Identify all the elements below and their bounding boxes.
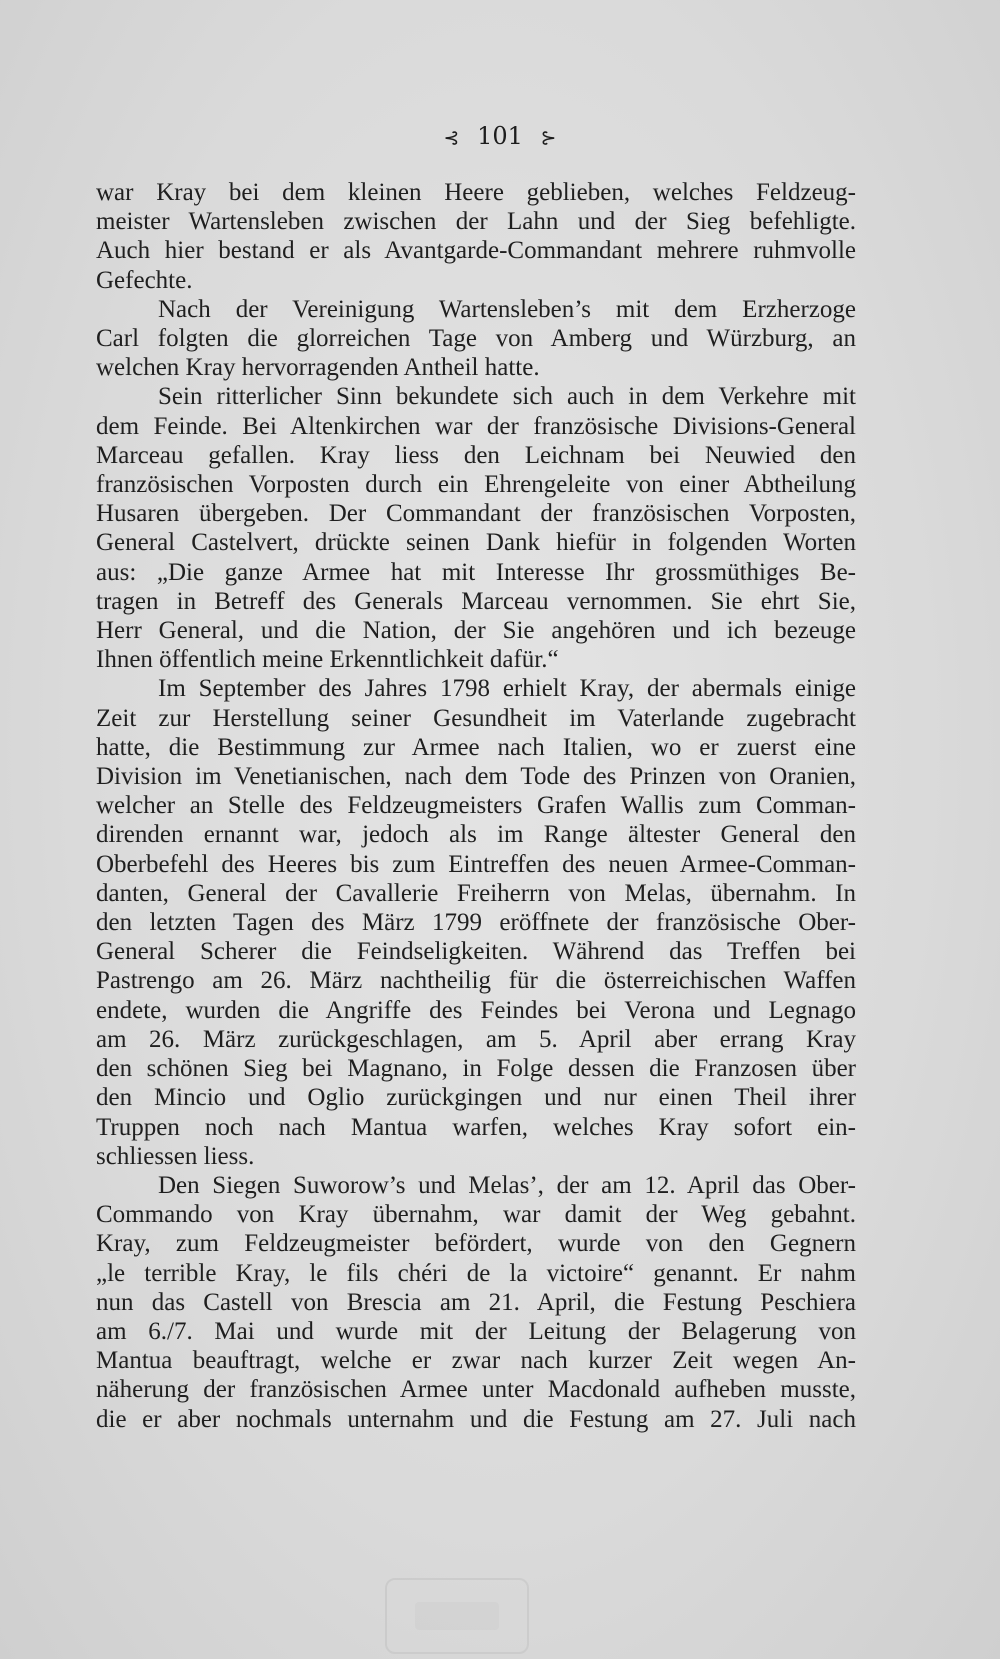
text-line: Truppen noch nach Mantua warfen, welches Kray sofort ein-: [96, 1113, 856, 1141]
page-header: [0, 122, 1000, 150]
text-line: „le terrible Kray, le fils chéri de la victoire“ genannt. Er nahm: [96, 1259, 856, 1287]
text-line: Pastrengo am 26. März nachtheilig für die österreichischen Waffen: [96, 967, 856, 995]
text-line: endete, wurden die Angriffe des Feindes bei Verona und Legnago: [96, 996, 856, 1024]
text-line: Oberbefehl des Heeres bis zum Eintreffen des neuen Armee-Comman-: [96, 850, 856, 878]
page-number: 101: [477, 122, 523, 150]
ornament-right-icon: ⊱: [540, 127, 557, 149]
text-line: Zeit zur Herstellung seiner Gesundheit im Vaterlande zugebracht: [96, 704, 856, 732]
text-line: die er aber nochmals unternahm und die Festung am 27. Juli nach: [96, 1405, 856, 1433]
text-line: nun das Castell von Brescia am 21. April, die Festung Peschiera: [96, 1288, 856, 1316]
text-line: dem Feinde. Bei Altenkirchen war der französische Divisions-General: [96, 412, 856, 440]
text-line: den letzten Tagen des März 1799 eröffnete der französische Ober-: [96, 909, 856, 937]
library-stamp: [385, 1578, 529, 1654]
text-line: Mantua beauftragt, welche er zwar nach kurzer Zeit wegen An-: [96, 1347, 856, 1375]
text-line: Herr General, und die Nation, der Sie angehören und ich bezeuge: [96, 617, 856, 645]
text-line: welchen Kray hervorragenden Antheil hatte.: [96, 354, 540, 382]
text-line: war Kray bei dem kleinen Heere geblieben, welches Feldzeug-: [96, 179, 856, 206]
text-line: Carl folgten die glorreichen Tage von Amberg und Würzburg, an: [96, 325, 856, 353]
text-line: danten, General der Cavallerie Freiherrn von Melas, übernahm. In: [96, 879, 856, 907]
body-text: [96, 178, 856, 1434]
text-line: französischen Vorposten durch ein Ehrengeleite von einer Abtheilung: [96, 471, 856, 499]
text-line: tragen in Betreff des Generals Marceau vernommen. Sie ehrt Sie,: [96, 587, 856, 615]
text-line: schliessen liess.: [96, 1142, 255, 1170]
text-line: Im September des Jahres 1798 erhielt Kray, der abermals einige: [158, 675, 856, 703]
text-line: Sein ritterlicher Sinn bekundete sich auch in dem Verkehre mit: [158, 383, 856, 411]
text-line: General Castelvert, drückte seinen Dank hiefür in folgenden Worten: [96, 529, 856, 557]
text-line: Gefechte.: [96, 266, 193, 294]
text-line: näherung der französischen Armee unter Macdonald aufheben musste,: [96, 1376, 856, 1404]
text-line: welcher an Stelle des Feldzeugmeisters Grafen Wallis zum Comman-: [96, 792, 856, 820]
text-line: Marceau gefallen. Kray liess den Leichnam bei Neuwied den: [96, 441, 856, 469]
text-line: Ihnen öffentlich meine Erkenntlichkeit dafür.“: [96, 646, 559, 674]
text-line: General Scherer die Feindseligkeiten. Während das Treffen bei: [96, 938, 856, 966]
ornament-left-icon: ⊰: [443, 127, 460, 149]
text-line: Husaren übergeben. Der Commandant der französischen Vorposten,: [96, 500, 856, 528]
text-line: aus: „Die ganze Armee hat mit Interesse Ihr grossmüthiges Be-: [96, 558, 856, 586]
text-line: Den Siegen Suworow’s und Melas’, der am 12. April das Ober-: [158, 1171, 856, 1199]
text-line: Commando von Kray übernahm, war damit der Weg gebahnt.: [96, 1201, 856, 1229]
text-line: Nach der Vereinigung Wartensleben’s mit dem Erzherzoge: [158, 295, 856, 323]
text-line: Division im Venetianischen, nach dem Tode des Prinzen von Oranien,: [96, 763, 856, 791]
text-line: hatte, die Bestimmung zur Armee nach Italien, wo er zuerst eine: [96, 733, 856, 761]
text-line: den Mincio und Oglio zurückgingen und nur einen Theil ihrer: [96, 1084, 856, 1112]
text-line: am 26. März zurückgeschlagen, am 5. April aber errang Kray: [96, 1025, 856, 1053]
text-line: Auch hier bestand er als Avantgarde-Commandant mehrere ruhmvolle: [96, 237, 856, 265]
text-line: am 6./7. Mai und wurde mit der Leitung der Belagerung von: [96, 1317, 856, 1345]
text-line: direnden ernannt war, jedoch als im Range ältester General den: [96, 821, 856, 849]
text-line: meister Wartensleben zwischen der Lahn und der Sieg befehligte.: [96, 208, 856, 236]
text-line: Kray, zum Feldzeugmeister befördert, wurde von den Gegnern: [96, 1230, 856, 1258]
text-line: den schönen Sieg bei Magnano, in Folge dessen die Franzosen über: [96, 1055, 856, 1083]
